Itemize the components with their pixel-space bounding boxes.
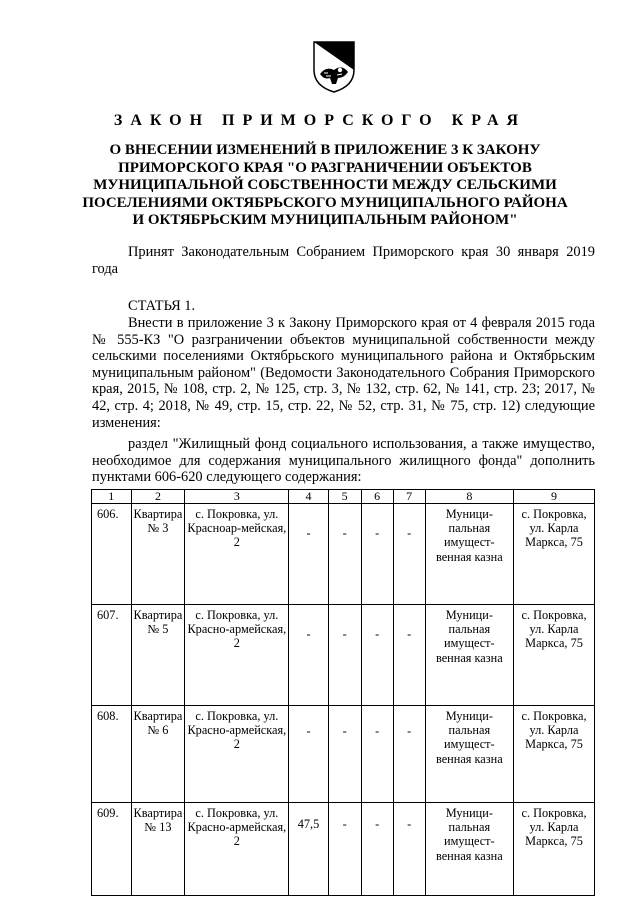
item-location: с. Покровка, ул. Карла Маркса, 75 [514, 504, 595, 605]
item-type: Муници-пальная имущест-венная казна [425, 706, 513, 803]
item-col7: - [393, 605, 425, 706]
item-address: с. Покровка, ул. Красно-армейская, 2 [185, 803, 289, 896]
item-location: с. Покровка, ул. Карла Маркса, 75 [514, 605, 595, 706]
subtitle-line: И ОКТЯБРЬСКИМ МУНИЦИПАЛЬНЫМ РАЙОНОМ" [132, 212, 518, 228]
column-header: 7 [393, 490, 425, 504]
item-col4: - [289, 504, 328, 605]
item-number: 609. [92, 803, 132, 896]
item-col5: - [328, 706, 361, 803]
item-col5: - [328, 504, 361, 605]
article-heading [92, 298, 595, 315]
table-row [92, 504, 595, 605]
item-col4: - [289, 605, 328, 706]
item-col6: - [361, 803, 393, 896]
item-col6: - [361, 706, 393, 803]
article-body [92, 315, 595, 431]
item-type: Муници-пальная имущест-венная казна [425, 803, 513, 896]
item-type: Муници-пальная имущест-венная казна [425, 504, 513, 605]
item-number: 607. [92, 605, 132, 706]
item-name: Квартира № 6 [131, 706, 185, 803]
item-col5: - [328, 803, 361, 896]
table-row [92, 605, 595, 706]
item-name: Квартира № 3 [131, 504, 185, 605]
item-col7: - [393, 504, 425, 605]
table-header-row [92, 490, 595, 504]
coat-of-arms-emblem [312, 40, 356, 94]
column-header: 6 [361, 490, 393, 504]
law-title: ЗАКОН ПРИМОРСКОГО КРАЯ [113, 112, 527, 129]
section-amendment-text: раздел "Жилищный фонд социального использования, а также имущество, необходимое для содержания муниципального жилищного фонда" дополнить пунктами 606-620 следующего содержания: [92, 436, 595, 486]
item-col5: - [328, 605, 361, 706]
column-header: 4 [289, 490, 328, 504]
item-col4: 47,5 [289, 803, 328, 896]
item-number: 606. [92, 504, 132, 605]
adoption-note [92, 244, 595, 277]
item-address: с. Покровка, ул. Красно-армейская, 2 [185, 706, 289, 803]
article-body-text: Внести в приложение 3 к Закону Приморского края от 4 февраля 2015 года № 555-КЗ "О разграничении объектов муниципальной собственности между сельскими поселениями Октябрьского муниципального района и Октябрьским муниципальным районом" (Ведомости Законодательного Собрания Приморского края, 2015, № 108, стр. 2, № 125, стр. 3, № 132, стр. 62, № 141, стр. 23; 2017, № 42, стр. 4; 2018, № 49, стр. 15, стр. 22, № 52, стр. 31, № 75, стр. 12) следующие изменения: [92, 315, 595, 431]
article-heading-text: СТАТЬЯ 1. [128, 298, 196, 314]
column-header: 5 [328, 490, 361, 504]
adoption-text: Принят Законодательным Собранием Приморского края 30 января 2019 года [92, 244, 595, 277]
item-address: с. Покровка, ул. Красно-армейская, 2 [185, 605, 289, 706]
item-col6: - [361, 504, 393, 605]
item-col7: - [393, 803, 425, 896]
item-number: 608. [92, 706, 132, 803]
table-row [92, 706, 595, 803]
item-location: с. Покровка, ул. Карла Маркса, 75 [514, 803, 595, 896]
column-header: 1 [92, 490, 132, 504]
item-location: с. Покровка, ул. Карла Маркса, 75 [514, 706, 595, 803]
column-header: 3 [185, 490, 289, 504]
section-amendment [92, 436, 595, 486]
item-name: Квартира № 13 [131, 803, 185, 896]
item-col6: - [361, 605, 393, 706]
item-address: с. Покровка, ул. Красноар-мейская, 2 [185, 504, 289, 605]
subtitle-line: МУНИЦИПАЛЬНОЙ СОБСТВЕННОСТИ МЕЖДУ СЕЛЬСКИМИ [93, 177, 557, 193]
item-col7: - [393, 706, 425, 803]
table-row [92, 803, 595, 896]
column-header: 9 [514, 490, 595, 504]
item-name: Квартира № 5 [131, 605, 185, 706]
column-header: 8 [425, 490, 513, 504]
item-col4: - [289, 706, 328, 803]
law-subtitle [60, 142, 590, 230]
subtitle-line: ПОСЕЛЕНИЯМИ ОКТЯБРЬСКОГО МУНИЦИПАЛЬНОГО РАЙОНА [82, 194, 568, 211]
subtitle-line: ПРИМОРСКОГО КРАЯ "О РАЗГРАНИЧЕНИИ ОБЪЕКТОВ [118, 159, 532, 176]
amendment-table [91, 489, 595, 896]
column-header: 2 [131, 490, 185, 504]
subtitle-line: О ВНЕСЕНИИ ИЗМЕНЕНИЙ В ПРИЛОЖЕНИЕ 3 К ЗАКОНУ [109, 142, 541, 158]
item-type: Муници-пальная имущест-венная казна [425, 605, 513, 706]
